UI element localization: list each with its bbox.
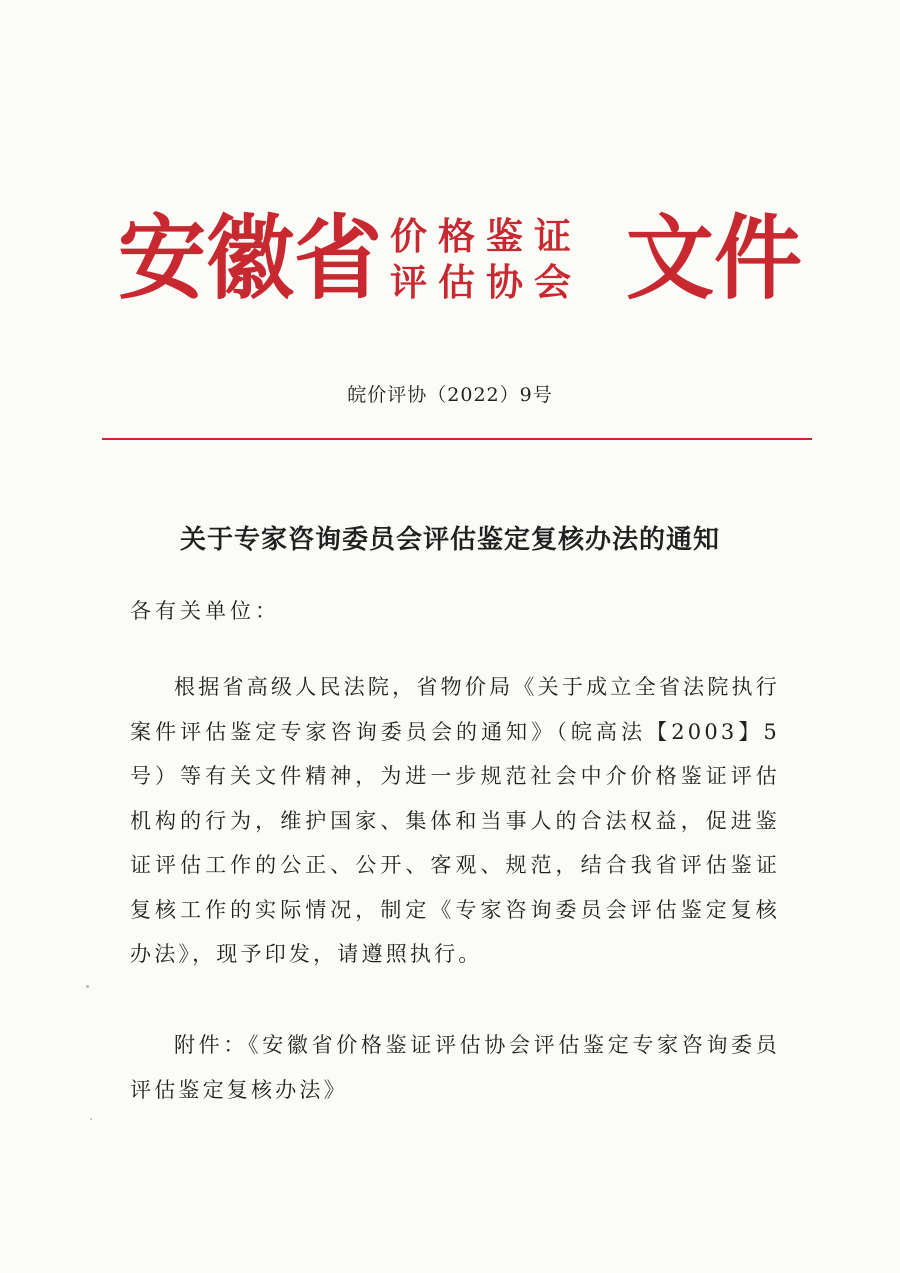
red-divider <box>102 438 812 440</box>
paper-speck <box>90 1118 92 1120</box>
masthead-org-line1: 价格鉴证 <box>390 214 582 258</box>
document-number: 皖价评协（2022）9号 <box>347 384 553 406</box>
notice-title: 关于专家咨询委员会评估鉴定复核办法的通知 <box>179 525 720 555</box>
attachment-note: 附件：《安徽省价格鉴证评估协会评估鉴定专家咨询委员评估鉴定复核办法》 <box>130 1033 780 1102</box>
masthead-province: 安徽省 <box>118 203 383 313</box>
paper-speck <box>86 985 89 988</box>
notice-body: 根据省高级人民法院，省物价局《关于成立全省法院执行案件评估鉴定专家咨询委员会的通知》（皖高法【2003】5号）等有关文件精神，为进一步规范社会中介价格鉴证评估机构的行为，维护国家、集体和当事人的合法权益，促进鉴证评估工作的公正、公开、客观、规范，结合我省评估鉴证复核工作的实际情况，制定《专家咨询委员会评估鉴定复核办法》，现予印发，请遵照执行。 <box>130 675 780 966</box>
masthead-document: 文件 <box>626 203 803 313</box>
salutation: 各有关单位： <box>130 599 280 623</box>
red-masthead <box>118 202 803 313</box>
masthead-org-line2: 评估协会 <box>390 260 582 304</box>
